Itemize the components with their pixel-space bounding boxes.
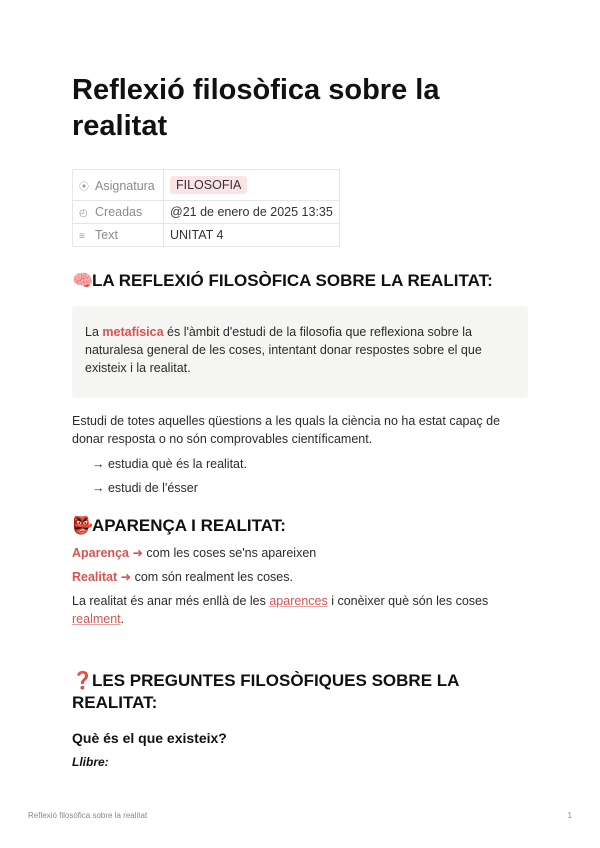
- paragraph-realitat: La realitat és anar més enllà de les aparences i conèixer què són les coses realment.: [72, 594, 489, 626]
- footer-title: Reflexió filosòfica sobre la realitat: [28, 811, 148, 820]
- question-mark-icon: ❓: [72, 671, 94, 690]
- page-title: Reflexió filosòfica sobre la realitat: [72, 74, 440, 142]
- link-realment[interactable]: realment: [72, 612, 121, 626]
- label-llibre: Llibre:: [72, 755, 109, 769]
- subject-tag: FILOSOFIA: [170, 176, 247, 194]
- property-value-asignatura[interactable]: [164, 170, 340, 201]
- section-heading-preguntes: ❓LES PREGUNTES FILOSÒFIQUES SOBRE LA REALITAT:: [72, 671, 459, 712]
- section-heading-aparenca: 👺APARENÇA I REALITAT:: [72, 516, 286, 535]
- page-number: 1: [567, 811, 572, 820]
- highlight-metafisica: metafísica: [102, 325, 164, 339]
- section-heading-reflexio: 🧠LA REFLEXIÓ FILOSÒFICA SOBRE LA REALITAT:: [72, 271, 493, 290]
- link-aparences[interactable]: aparences: [269, 594, 328, 608]
- goblin-mask-icon: 👺: [72, 516, 94, 535]
- definition-realitat: Realitat ➜ com són realment les coses.: [72, 570, 293, 584]
- property-name: Text: [95, 228, 118, 242]
- properties-table: [72, 169, 340, 247]
- property-row-creadas: [73, 201, 340, 224]
- property-name: Creadas: [95, 205, 143, 219]
- select-icon: ⦿: [79, 181, 89, 193]
- brain-icon: 🧠: [72, 271, 94, 290]
- property-row-asignatura: [73, 170, 340, 201]
- text-lines-icon: ≡: [79, 231, 85, 242]
- property-value-text[interactable]: UNITAT 4: [164, 224, 340, 247]
- list-item: → estudia què és la realitat.: [92, 457, 247, 471]
- property-row-text: [73, 224, 340, 247]
- callout-box: La metafísica és l'àmbit d'estudi de la filosofia que reflexiona sobre la naturalesa general de les coses, intentant donar respostes sobre el que existeix i la realitat.: [72, 306, 528, 398]
- list-item: → estudi de l'ésser: [92, 481, 198, 495]
- definition-aparenca: Aparença ➜ com les coses se'ns apareixen: [72, 546, 317, 560]
- clock-icon: ◴: [79, 208, 88, 219]
- property-value-creadas[interactable]: @21 de enero de 2025 13:35: [164, 201, 340, 224]
- subheading-que-existeix: Què és el que existeix?: [72, 730, 227, 746]
- paragraph-estudi: Estudi de totes aquelles qüestions a les quals la ciència no ha estat capaç de donar resposta o no són comprovables científicament.: [72, 414, 501, 446]
- property-name: Asignatura: [95, 178, 155, 193]
